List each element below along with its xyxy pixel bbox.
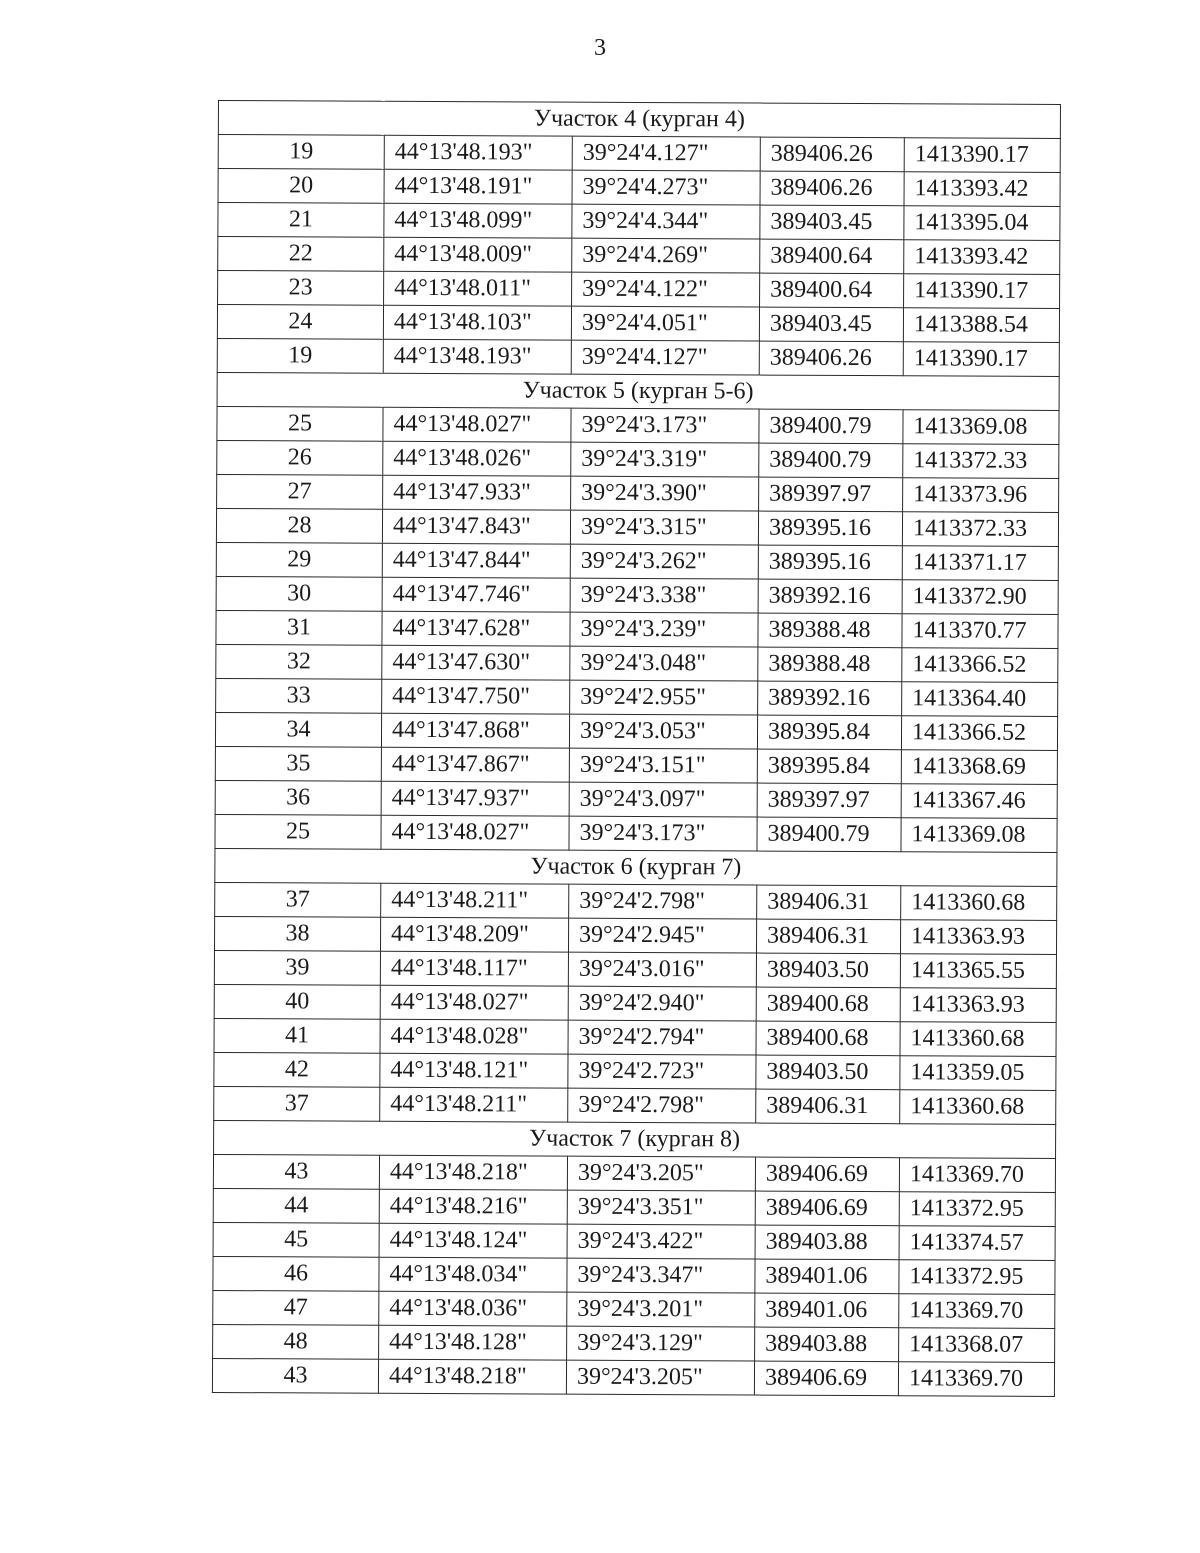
- longitude-cell: 39°24'3.151": [569, 748, 757, 783]
- y-coordinate-cell: 1413365.55: [900, 954, 1056, 989]
- section-header-row: [218, 101, 1060, 139]
- longitude-cell: 39°24'3.390": [571, 476, 759, 511]
- y-coordinate-cell: 1413363.93: [900, 920, 1056, 955]
- point-number-cell: 20: [218, 169, 384, 204]
- y-coordinate-cell: 1413390.17: [904, 138, 1060, 173]
- y-coordinate-cell: 1413390.17: [904, 274, 1060, 309]
- table-row: [212, 1358, 1054, 1396]
- coordinates-table-container: [212, 100, 1060, 1397]
- point-number-cell: 21: [218, 203, 384, 238]
- latitude-cell: 44°13'47.630": [382, 645, 570, 680]
- x-coordinate-cell: 389406.31: [756, 1089, 900, 1124]
- x-coordinate-cell: 389406.69: [754, 1361, 898, 1396]
- x-coordinate-cell: 389403.45: [760, 205, 904, 240]
- table-row: [214, 1086, 1056, 1124]
- point-number-cell: 23: [218, 271, 384, 306]
- table-row: [216, 678, 1058, 716]
- x-coordinate-cell: 389400.68: [756, 987, 900, 1022]
- table-row: [216, 644, 1058, 682]
- point-number-cell: 25: [215, 814, 381, 849]
- latitude-cell: 44°13'48.027": [383, 407, 571, 442]
- y-coordinate-cell: 1413393.42: [904, 240, 1060, 275]
- point-number-cell: 48: [213, 1324, 379, 1359]
- table-row: [213, 1154, 1055, 1192]
- x-coordinate-cell: 389395.16: [758, 511, 902, 546]
- latitude-cell: 44°13'48.027": [381, 815, 569, 850]
- table-row: [214, 984, 1056, 1022]
- y-coordinate-cell: 1413395.04: [904, 206, 1060, 241]
- longitude-cell: 39°24'3.201": [567, 1292, 755, 1327]
- section-title: Участок 4 (курган 4): [218, 101, 1060, 139]
- table-row: [217, 406, 1059, 444]
- y-coordinate-cell: 1413393.42: [904, 172, 1060, 207]
- table-row: [213, 1324, 1055, 1362]
- x-coordinate-cell: 389400.68: [756, 1021, 900, 1056]
- latitude-cell: 44°13'48.218": [378, 1359, 566, 1394]
- table-row: [218, 169, 1060, 207]
- y-coordinate-cell: 1413369.08: [901, 818, 1057, 853]
- latitude-cell: 44°13'48.124": [379, 1223, 567, 1258]
- longitude-cell: 39°24'2.798": [568, 1088, 756, 1123]
- longitude-cell: 39°24'2.794": [568, 1020, 756, 1055]
- table-row: [217, 440, 1059, 478]
- section-header-row: [217, 372, 1059, 410]
- table-row: [215, 712, 1057, 750]
- point-number-cell: 25: [217, 406, 383, 441]
- point-number-cell: 39: [214, 950, 380, 985]
- x-coordinate-cell: 389403.88: [755, 1225, 899, 1260]
- point-number-cell: 37: [215, 882, 381, 917]
- x-coordinate-cell: 389395.84: [757, 715, 901, 750]
- longitude-cell: 39°24'4.127": [571, 340, 759, 375]
- y-coordinate-cell: 1413369.70: [898, 1362, 1054, 1397]
- longitude-cell: 39°24'2.945": [568, 918, 756, 953]
- longitude-cell: 39°24'3.315": [570, 510, 758, 545]
- latitude-cell: 44°13'47.867": [381, 747, 569, 782]
- y-coordinate-cell: 1413374.57: [899, 1226, 1055, 1261]
- x-coordinate-cell: 389400.64: [760, 239, 904, 274]
- latitude-cell: 44°13'48.036": [379, 1291, 567, 1326]
- point-number-cell: 28: [216, 508, 382, 543]
- y-coordinate-cell: 1413359.05: [900, 1056, 1056, 1091]
- x-coordinate-cell: 389403.50: [756, 1055, 900, 1090]
- latitude-cell: 44°13'48.193": [383, 339, 571, 374]
- x-coordinate-cell: 389400.64: [760, 273, 904, 308]
- y-coordinate-cell: 1413367.46: [901, 784, 1057, 819]
- x-coordinate-cell: 389406.26: [760, 137, 904, 172]
- table-row: [217, 338, 1059, 376]
- latitude-cell: 44°13'48.027": [380, 985, 568, 1020]
- section-header-row: [215, 848, 1057, 886]
- longitude-cell: 39°24'4.344": [572, 204, 760, 239]
- table-row: [217, 474, 1059, 512]
- latitude-cell: 44°13'48.209": [380, 917, 568, 952]
- point-number-cell: 40: [214, 984, 380, 1019]
- y-coordinate-cell: 1413373.96: [903, 478, 1059, 513]
- coordinates-table-body: [212, 101, 1060, 1397]
- point-number-cell: 47: [213, 1290, 379, 1325]
- longitude-cell: 39°24'3.351": [567, 1190, 755, 1225]
- latitude-cell: 44°13'48.026": [383, 441, 571, 476]
- coordinates-table: [212, 100, 1061, 1397]
- table-row: [214, 1018, 1056, 1056]
- longitude-cell: 39°24'3.016": [568, 952, 756, 987]
- section-header-row: [214, 1120, 1056, 1158]
- longitude-cell: 39°24'3.205": [567, 1156, 755, 1191]
- x-coordinate-cell: 389392.16: [758, 579, 902, 614]
- y-coordinate-cell: 1413363.93: [900, 988, 1056, 1023]
- latitude-cell: 44°13'48.211": [381, 883, 569, 918]
- y-coordinate-cell: 1413360.68: [900, 1022, 1056, 1057]
- x-coordinate-cell: 389397.97: [759, 477, 903, 512]
- longitude-cell: 39°24'4.122": [572, 272, 760, 307]
- latitude-cell: 44°13'48.216": [379, 1189, 567, 1224]
- x-coordinate-cell: 389403.50: [756, 953, 900, 988]
- point-number-cell: 35: [215, 746, 381, 781]
- latitude-cell: 44°13'47.750": [382, 679, 570, 714]
- longitude-cell: 39°24'4.273": [572, 170, 760, 205]
- longitude-cell: 39°24'3.347": [567, 1258, 755, 1293]
- longitude-cell: 39°24'3.422": [567, 1224, 755, 1259]
- y-coordinate-cell: 1413370.77: [902, 614, 1058, 649]
- point-number-cell: 29: [216, 542, 382, 577]
- y-coordinate-cell: 1413360.68: [901, 886, 1057, 921]
- table-row: [214, 1052, 1056, 1090]
- longitude-cell: 39°24'2.940": [568, 986, 756, 1021]
- x-coordinate-cell: 389392.16: [758, 681, 902, 716]
- longitude-cell: 39°24'4.127": [572, 136, 760, 171]
- y-coordinate-cell: 1413364.40: [902, 682, 1058, 717]
- point-number-cell: 45: [213, 1222, 379, 1257]
- y-coordinate-cell: 1413366.52: [902, 648, 1058, 683]
- table-row: [218, 237, 1060, 275]
- y-coordinate-cell: 1413368.69: [901, 750, 1057, 785]
- longitude-cell: 39°24'3.262": [570, 544, 758, 579]
- longitude-cell: 39°24'3.319": [571, 442, 759, 477]
- point-number-cell: 27: [217, 474, 383, 509]
- x-coordinate-cell: 389400.79: [759, 409, 903, 444]
- table-row: [216, 542, 1058, 580]
- point-number-cell: 36: [215, 780, 381, 815]
- y-coordinate-cell: 1413372.90: [902, 580, 1058, 615]
- longitude-cell: 39°24'3.053": [569, 714, 757, 749]
- latitude-cell: 44°13'48.028": [380, 1019, 568, 1054]
- table-row: [215, 746, 1057, 784]
- x-coordinate-cell: 389395.84: [757, 749, 901, 784]
- latitude-cell: 44°13'48.034": [379, 1257, 567, 1292]
- longitude-cell: 39°24'2.798": [569, 884, 757, 919]
- point-number-cell: 33: [216, 678, 382, 713]
- x-coordinate-cell: 389395.16: [758, 545, 902, 580]
- x-coordinate-cell: 389406.31: [756, 919, 900, 954]
- y-coordinate-cell: 1413369.08: [903, 410, 1059, 445]
- point-number-cell: 34: [215, 712, 381, 747]
- table-row: [213, 1222, 1055, 1260]
- latitude-cell: 44°13'48.211": [380, 1087, 568, 1122]
- latitude-cell: 44°13'48.121": [380, 1053, 568, 1088]
- latitude-cell: 44°13'48.218": [379, 1155, 567, 1190]
- section-title: Участок 7 (курган 8): [214, 1120, 1056, 1158]
- point-number-cell: 43: [212, 1358, 378, 1393]
- table-row: [218, 135, 1060, 173]
- y-coordinate-cell: 1413360.68: [900, 1090, 1056, 1125]
- longitude-cell: 39°24'3.173": [569, 816, 757, 851]
- point-number-cell: 19: [217, 338, 383, 373]
- x-coordinate-cell: 389406.69: [755, 1157, 899, 1192]
- table-row: [216, 576, 1058, 614]
- point-number-cell: 42: [214, 1052, 380, 1087]
- latitude-cell: 44°13'48.099": [384, 203, 572, 238]
- point-number-cell: 22: [218, 237, 384, 272]
- latitude-cell: 44°13'47.844": [382, 543, 570, 578]
- table-row: [213, 1188, 1055, 1226]
- x-coordinate-cell: 389406.26: [760, 171, 904, 206]
- point-number-cell: 30: [216, 576, 382, 611]
- latitude-cell: 44°13'47.868": [381, 713, 569, 748]
- x-coordinate-cell: 389397.97: [757, 783, 901, 818]
- x-coordinate-cell: 389388.48: [758, 613, 902, 648]
- longitude-cell: 39°24'3.239": [570, 612, 758, 647]
- x-coordinate-cell: 389406.31: [757, 885, 901, 920]
- point-number-cell: 43: [213, 1154, 379, 1189]
- point-number-cell: 38: [214, 916, 380, 951]
- table-row: [216, 508, 1058, 546]
- y-coordinate-cell: 1413369.70: [899, 1158, 1055, 1193]
- table-row: [213, 1290, 1055, 1328]
- y-coordinate-cell: 1413372.33: [902, 512, 1058, 547]
- table-row: [215, 882, 1057, 920]
- longitude-cell: 39°24'3.097": [569, 782, 757, 817]
- latitude-cell: 44°13'48.191": [384, 169, 572, 204]
- latitude-cell: 44°13'47.746": [382, 577, 570, 612]
- table-row: [213, 1256, 1055, 1294]
- y-coordinate-cell: 1413371.17: [902, 546, 1058, 581]
- longitude-cell: 39°24'2.723": [568, 1054, 756, 1089]
- table-row: [217, 305, 1059, 343]
- longitude-cell: 39°24'4.269": [572, 238, 760, 273]
- table-row: [218, 203, 1060, 241]
- section-title: Участок 6 (курган 7): [215, 848, 1057, 886]
- x-coordinate-cell: 389400.79: [759, 443, 903, 478]
- table-row: [215, 814, 1057, 852]
- table-row: [216, 610, 1058, 648]
- longitude-cell: 39°24'3.129": [567, 1326, 755, 1361]
- latitude-cell: 44°13'48.128": [379, 1325, 567, 1360]
- x-coordinate-cell: 389401.06: [755, 1259, 899, 1294]
- section-title: Участок 5 (курган 5-6): [217, 372, 1059, 410]
- x-coordinate-cell: 389406.26: [759, 341, 903, 376]
- x-coordinate-cell: 389403.45: [759, 307, 903, 342]
- page-number: 3: [594, 35, 606, 61]
- y-coordinate-cell: 1413369.70: [899, 1294, 1055, 1329]
- table-row: [215, 780, 1057, 818]
- point-number-cell: 19: [218, 135, 384, 170]
- point-number-cell: 44: [213, 1188, 379, 1223]
- latitude-cell: 44°13'48.193": [384, 135, 572, 170]
- y-coordinate-cell: 1413372.33: [903, 444, 1059, 479]
- x-coordinate-cell: 389406.69: [755, 1191, 899, 1226]
- y-coordinate-cell: 1413366.52: [901, 716, 1057, 751]
- latitude-cell: 44°13'48.009": [384, 237, 572, 272]
- longitude-cell: 39°24'4.051": [571, 306, 759, 341]
- point-number-cell: 24: [217, 305, 383, 340]
- point-number-cell: 41: [214, 1018, 380, 1053]
- point-number-cell: 26: [217, 440, 383, 475]
- table-row: [218, 271, 1060, 309]
- longitude-cell: 39°24'3.205": [566, 1360, 754, 1395]
- point-number-cell: 46: [213, 1256, 379, 1291]
- y-coordinate-cell: 1413372.95: [899, 1192, 1055, 1227]
- longitude-cell: 39°24'2.955": [570, 680, 758, 715]
- point-number-cell: 31: [216, 610, 382, 645]
- longitude-cell: 39°24'3.048": [570, 646, 758, 681]
- latitude-cell: 44°13'47.937": [381, 781, 569, 816]
- x-coordinate-cell: 389403.88: [755, 1327, 899, 1362]
- y-coordinate-cell: 1413390.17: [903, 342, 1059, 377]
- x-coordinate-cell: 389400.79: [757, 817, 901, 852]
- latitude-cell: 44°13'47.933": [383, 475, 571, 510]
- point-number-cell: 37: [214, 1086, 380, 1121]
- latitude-cell: 44°13'48.117": [380, 951, 568, 986]
- point-number-cell: 32: [216, 644, 382, 679]
- latitude-cell: 44°13'47.843": [382, 509, 570, 544]
- longitude-cell: 39°24'3.173": [571, 408, 759, 443]
- latitude-cell: 44°13'48.103": [383, 305, 571, 340]
- table-row: [214, 950, 1056, 988]
- x-coordinate-cell: 389401.06: [755, 1293, 899, 1328]
- longitude-cell: 39°24'3.338": [570, 578, 758, 613]
- y-coordinate-cell: 1413368.07: [899, 1328, 1055, 1363]
- y-coordinate-cell: 1413372.95: [899, 1260, 1055, 1295]
- table-row: [214, 916, 1056, 954]
- latitude-cell: 44°13'48.011": [384, 271, 572, 306]
- latitude-cell: 44°13'47.628": [382, 611, 570, 646]
- y-coordinate-cell: 1413388.54: [903, 308, 1059, 343]
- x-coordinate-cell: 389388.48: [758, 647, 902, 682]
